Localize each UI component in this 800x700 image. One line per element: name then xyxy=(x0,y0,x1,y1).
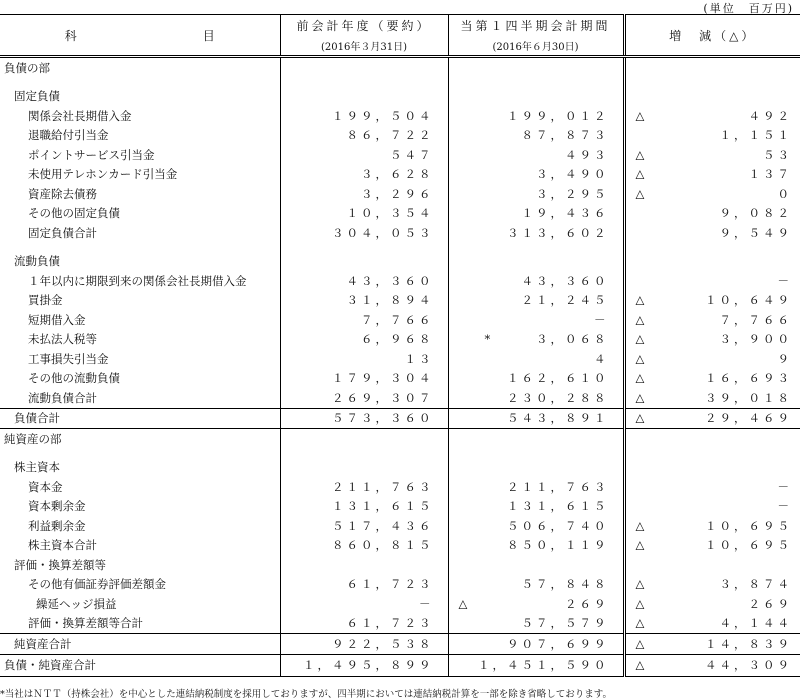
prev-period-value: ９２２，５３８ xyxy=(280,634,448,655)
table-row xyxy=(0,87,800,107)
row-label: 負債の部 xyxy=(0,57,280,78)
table-body xyxy=(0,57,800,677)
table-row xyxy=(0,165,800,185)
prev-period-value: ３１，８９４ xyxy=(280,291,448,311)
header-current-period xyxy=(448,15,624,57)
difference-value: △ ４，１４４ xyxy=(624,614,800,634)
row-label: 工事損失引当金 xyxy=(0,349,280,369)
table-row xyxy=(0,271,800,291)
prev-period-value xyxy=(280,252,448,272)
negative-marker: △ xyxy=(636,293,645,307)
current-period-value xyxy=(448,555,624,575)
difference-value: － xyxy=(624,497,800,517)
table-row xyxy=(0,310,800,330)
current-period-value: １，４５１，５９０ xyxy=(448,654,624,676)
difference-value: － xyxy=(624,271,800,291)
table-row xyxy=(0,536,800,556)
table-row xyxy=(0,223,800,243)
prev-period-value: ８６，７２２ xyxy=(280,126,448,146)
difference-value: △ ２６９ xyxy=(624,594,800,614)
current-period-value: ４３，３６０ xyxy=(448,271,624,291)
difference-value: △ １４，８３９ xyxy=(624,634,800,655)
table-row xyxy=(0,145,800,165)
prev-period-value: ３０４，０５３ xyxy=(280,223,448,243)
difference-value: ９，５４９ xyxy=(624,223,800,243)
balance-sheet-table xyxy=(0,14,800,677)
difference-value: △ １３７ xyxy=(624,165,800,185)
row-label: 純資産合計 xyxy=(0,634,280,655)
prev-period-value: ３，２９６ xyxy=(280,184,448,204)
difference-value xyxy=(624,458,800,478)
negative-marker: △ xyxy=(636,616,645,630)
header-prev-title: 前会計年度（要約） xyxy=(281,17,448,34)
prev-period-value: ５４７ xyxy=(280,145,448,165)
row-label: 資本剰余金 xyxy=(0,497,280,517)
row-label: 買掛金 xyxy=(0,291,280,311)
row-label: 未払法人税等 xyxy=(0,330,280,350)
prev-period-value: １９９，５０４ xyxy=(280,106,448,126)
table-row xyxy=(0,458,800,478)
current-period-value: － xyxy=(448,310,624,330)
row-label: １年以内に期限到来の関係会社長期借入金 xyxy=(0,271,280,291)
difference-value: ９，０８２ xyxy=(624,204,800,224)
row-label: 利益剰余金 xyxy=(0,516,280,536)
current-period-value: ３，４９０ xyxy=(448,165,624,185)
grand-total-row xyxy=(0,654,800,676)
row-label: その他有価証券評価差額金 xyxy=(0,575,280,595)
current-period-value: ９０７，６９９ xyxy=(448,634,624,655)
table-row xyxy=(0,497,800,517)
row-label: 資産除去債務 xyxy=(0,184,280,204)
negative-marker: △ xyxy=(636,518,645,532)
difference-value xyxy=(624,555,800,575)
table-row xyxy=(0,126,800,146)
table-row xyxy=(0,388,800,408)
difference-value: － xyxy=(624,477,800,497)
difference-value: △ １６，６９３ xyxy=(624,369,800,389)
current-period-value: ２１，２４５ xyxy=(448,291,624,311)
table-row xyxy=(0,614,800,634)
prev-period-value: ２１１，７６３ xyxy=(280,477,448,497)
row-label: 流動負債 xyxy=(0,252,280,272)
spacer-row xyxy=(0,243,800,252)
current-period-value: ２１１，７６３ xyxy=(448,477,624,497)
difference-value xyxy=(624,429,800,449)
table-row xyxy=(0,184,800,204)
current-period-value: ４９３ xyxy=(448,145,624,165)
row-label: 株主資本 xyxy=(0,458,280,478)
row-label: 繰延ヘッジ損益 xyxy=(0,594,280,614)
prev-period-value xyxy=(280,87,448,107)
prev-period-value: １３ xyxy=(280,349,448,369)
table-row xyxy=(0,349,800,369)
row-label: 負債合計 xyxy=(0,408,280,429)
table-row xyxy=(0,477,800,497)
prev-period-value: ５７３，３６０ xyxy=(280,408,448,429)
difference-value: △ ２９，４６９ xyxy=(624,408,800,429)
current-period-value: ４ xyxy=(448,349,624,369)
prev-period-value xyxy=(280,57,448,78)
prev-period-value: ６１，７２３ xyxy=(280,575,448,595)
row-label: 評価・換算差額等 xyxy=(0,555,280,575)
table-row xyxy=(0,291,800,311)
difference-value: △ １０，６９５ xyxy=(624,536,800,556)
prev-period-value: １，４９５，８９９ xyxy=(280,654,448,676)
current-period-value: * ３，０６８ xyxy=(448,330,624,350)
row-label: その他の流動負債 xyxy=(0,369,280,389)
current-period-value: ３，２９５ xyxy=(448,184,624,204)
current-period-value xyxy=(448,458,624,478)
prev-period-value: １０，３５４ xyxy=(280,204,448,224)
header-diff-title: 増 減（△） xyxy=(626,27,800,44)
table-row xyxy=(0,204,800,224)
negative-marker: △ xyxy=(636,390,645,404)
negative-marker: △ xyxy=(636,108,645,122)
header-cur-title: 当第１四半期会計期間 xyxy=(449,17,623,34)
header-prev-period xyxy=(280,15,448,57)
difference-value: △ ７，７６６ xyxy=(624,310,800,330)
negative-marker: △ xyxy=(636,312,645,326)
table-row xyxy=(0,594,800,614)
current-period-value: △ ２６９ xyxy=(448,594,624,614)
header-cur-date: (2016年６月30日) xyxy=(449,38,623,53)
row-label: 株主資本合計 xyxy=(0,536,280,556)
header-item: 科目 xyxy=(0,15,280,57)
current-period-value: ２３０，２８８ xyxy=(448,388,624,408)
table-row xyxy=(0,330,800,350)
negative-marker: △ xyxy=(459,596,468,610)
prev-period-value: ２６９，３０７ xyxy=(280,388,448,408)
row-label: その他の固定負債 xyxy=(0,204,280,224)
difference-value: △ ４４，３０９ xyxy=(624,654,800,676)
negative-marker: △ xyxy=(636,577,645,591)
prev-period-value: ８６０，８１５ xyxy=(280,536,448,556)
table-row xyxy=(0,429,800,449)
footnote: *当社はＮＴＴ（持株会社）を中心とした連結納税制度を採用しておりますが、四半期においては連結納税計算を一部を除き省略しております。 xyxy=(0,686,612,700)
row-label: 固定負債合計 xyxy=(0,223,280,243)
row-label: 関係会社長期借入金 xyxy=(0,106,280,126)
header-difference xyxy=(624,15,800,57)
prev-period-value: １３１，６１５ xyxy=(280,497,448,517)
negative-marker: △ xyxy=(636,596,645,610)
current-period-value: １９，４３６ xyxy=(448,204,624,224)
prev-period-value: ６，９６８ xyxy=(280,330,448,350)
difference-value: △ ０ xyxy=(624,184,800,204)
negative-marker: △ xyxy=(636,351,645,365)
current-period-value: ５７，８４８ xyxy=(448,575,624,595)
prev-period-value: ４３，３６０ xyxy=(280,271,448,291)
difference-value: △ ４９２ xyxy=(624,106,800,126)
spacer-row xyxy=(0,449,800,458)
row-label: 退職給付引当金 xyxy=(0,126,280,146)
table-header-row xyxy=(0,15,800,57)
note-marker: * xyxy=(485,332,491,346)
difference-value: △ ３９，０１８ xyxy=(624,388,800,408)
prev-period-value: － xyxy=(280,594,448,614)
current-period-value: ５０６，７４０ xyxy=(448,516,624,536)
table-row xyxy=(0,369,800,389)
prev-period-value xyxy=(280,429,448,449)
current-period-value: ５７，５７９ xyxy=(448,614,624,634)
negative-marker: △ xyxy=(636,658,645,672)
negative-marker: △ xyxy=(636,636,645,650)
negative-marker: △ xyxy=(636,167,645,181)
row-label: 負債・純資産合計 xyxy=(0,654,280,676)
table-row xyxy=(0,57,800,78)
difference-value: △ ３，８７４ xyxy=(624,575,800,595)
current-period-value: ５４３，８９１ xyxy=(448,408,624,429)
difference-value: △ ５３ xyxy=(624,145,800,165)
current-period-value xyxy=(448,252,624,272)
difference-value: △ １０，６９５ xyxy=(624,516,800,536)
row-label: 短期借入金 xyxy=(0,310,280,330)
current-period-value: ８７，８７３ xyxy=(448,126,624,146)
prev-period-value xyxy=(280,458,448,478)
negative-marker: △ xyxy=(636,371,645,385)
total-row xyxy=(0,634,800,655)
negative-marker: △ xyxy=(636,147,645,161)
table-row xyxy=(0,252,800,272)
current-period-value xyxy=(448,429,624,449)
negative-marker: △ xyxy=(636,411,645,425)
current-period-value: ３１３，６０２ xyxy=(448,223,624,243)
table-row xyxy=(0,106,800,126)
spacer-row xyxy=(0,78,800,87)
row-label: 未使用テレホンカード引当金 xyxy=(0,165,280,185)
current-period-value: １６２，６１０ xyxy=(448,369,624,389)
prev-period-value: １７９，３０４ xyxy=(280,369,448,389)
row-label: 固定負債 xyxy=(0,87,280,107)
row-label: 評価・換算差額等合計 xyxy=(0,614,280,634)
table-row xyxy=(0,575,800,595)
difference-value: △ ９ xyxy=(624,349,800,369)
table-row xyxy=(0,516,800,536)
header-prev-date: (2016年３月31日) xyxy=(281,38,448,53)
difference-value: △ ３，９００ xyxy=(624,330,800,350)
row-label: 資本金 xyxy=(0,477,280,497)
difference-value xyxy=(624,87,800,107)
row-label: 流動負債合計 xyxy=(0,388,280,408)
prev-period-value: ６１，７２３ xyxy=(280,614,448,634)
current-period-value: １９９，０１２ xyxy=(448,106,624,126)
difference-value: １，１５１ xyxy=(624,126,800,146)
current-period-value: ８５０，１１９ xyxy=(448,536,624,556)
current-period-value xyxy=(448,87,624,107)
prev-period-value: ３，６２８ xyxy=(280,165,448,185)
difference-value xyxy=(624,57,800,78)
prev-period-value: ５１７，４３６ xyxy=(280,516,448,536)
prev-period-value: ７，７６６ xyxy=(280,310,448,330)
negative-marker: △ xyxy=(636,538,645,552)
row-label: 純資産の部 xyxy=(0,429,280,449)
unit-label: (単位 百万円) xyxy=(703,0,794,14)
table-row xyxy=(0,555,800,575)
negative-marker: △ xyxy=(636,186,645,200)
current-period-value xyxy=(448,57,624,78)
prev-period-value xyxy=(280,555,448,575)
negative-marker: △ xyxy=(636,332,645,346)
current-period-value: １３１，６１５ xyxy=(448,497,624,517)
row-label: ポイントサービス引当金 xyxy=(0,145,280,165)
difference-value xyxy=(624,252,800,272)
total-row xyxy=(0,408,800,429)
difference-value: △ １０，６４９ xyxy=(624,291,800,311)
